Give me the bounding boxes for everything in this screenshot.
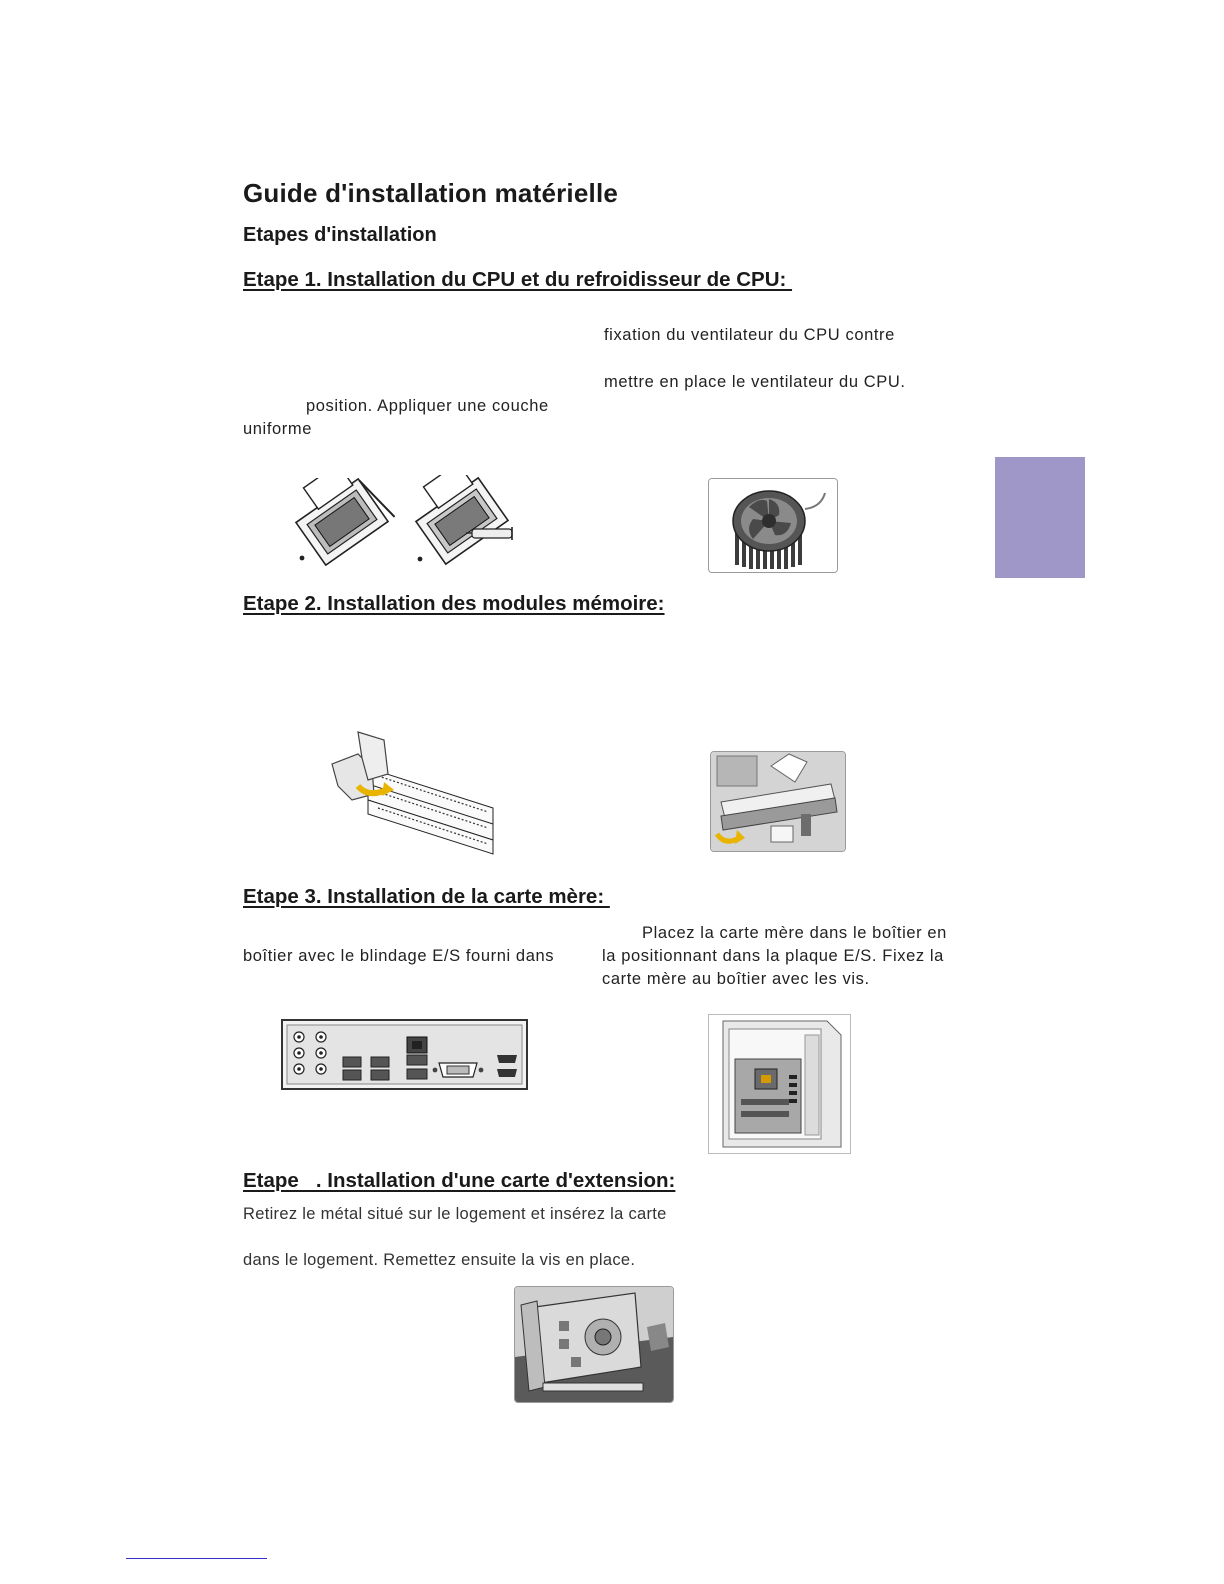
step4-heading: Etape . Installation d'une carte d'extension: bbox=[243, 1169, 676, 1192]
step4-line1: Retirez le métal situé sur le logement et insérez la carte bbox=[243, 1205, 667, 1223]
step3-heading: Etape 3. Installation de la carte mère: bbox=[243, 885, 610, 908]
cpu-fan-illustration bbox=[708, 478, 838, 573]
case-motherboard-illustration bbox=[708, 1014, 851, 1154]
step1-right-line1: fixation du ventilateur du CPU contre bbox=[604, 326, 895, 344]
step4-line2: dans le logement. Remettez ensuite la vis en place. bbox=[243, 1251, 636, 1269]
step3-right-line1: Placez la carte mère dans le boîtier en bbox=[642, 924, 947, 942]
section-side-tab bbox=[995, 457, 1085, 578]
step2-heading: Etape 2. Installation des modules mémoire: bbox=[243, 592, 665, 615]
footnote-separator bbox=[126, 1558, 267, 1559]
expansion-card-illustration bbox=[514, 1286, 674, 1403]
step1-left-line2: uniforme bbox=[243, 420, 312, 438]
cpu-socket-illustration bbox=[290, 478, 395, 566]
step3-right-line2: la positionnant dans la plaque E/S. Fixez la bbox=[602, 947, 944, 965]
page-subtitle: Etapes d'installation bbox=[243, 224, 437, 246]
page-title: Guide d'installation matérielle bbox=[243, 178, 619, 208]
thermal-paste-illustration bbox=[410, 475, 522, 567]
step1-left-line1: position. Appliquer une couche bbox=[306, 397, 549, 415]
memory-module-insert-illustration bbox=[710, 751, 846, 852]
step3-left-line1: boîtier avec le blindage E/S fourni dans bbox=[243, 947, 555, 965]
step1-right-line2: mettre en place le ventilateur du CPU. bbox=[604, 373, 906, 391]
step3-right-line3: carte mère au boîtier avec les vis. bbox=[602, 970, 870, 988]
dimm-slot-latch-illustration bbox=[328, 728, 498, 856]
io-shield-illustration bbox=[281, 1019, 528, 1090]
step1-heading: Etape 1. Installation du CPU et du refroidisseur de CPU: bbox=[243, 268, 793, 291]
